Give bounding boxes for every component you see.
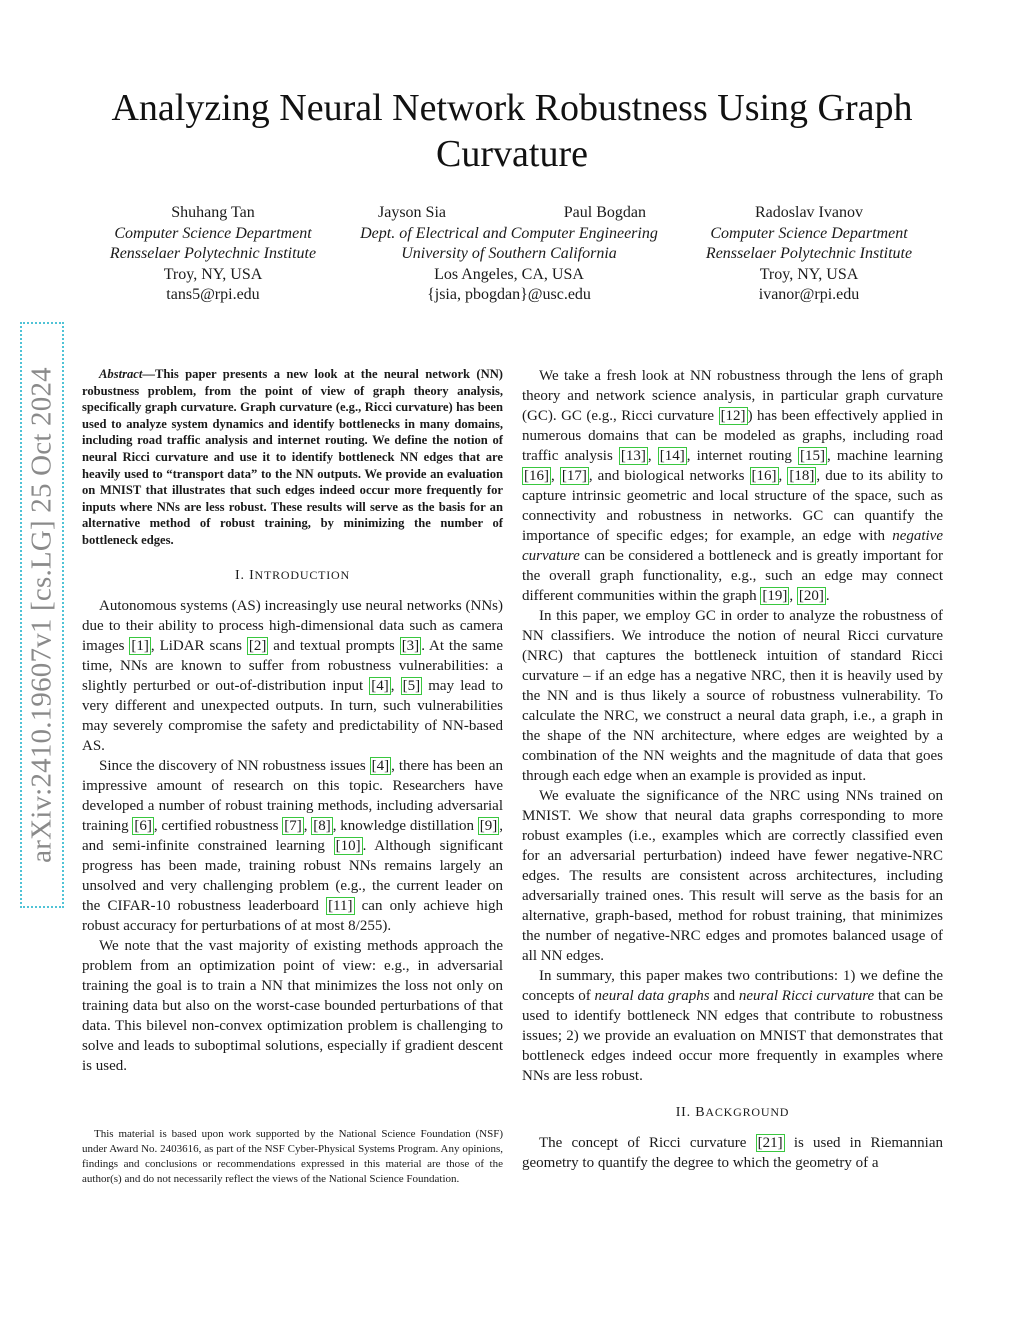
author-name-bogdan: Paul Bogdan (563, 204, 646, 221)
citation-link[interactable]: [3] (401, 637, 420, 654)
citation-link[interactable]: [2] (248, 637, 267, 654)
citation-link[interactable]: [17] (561, 468, 587, 484)
citation-link[interactable]: [12] (720, 408, 746, 424)
citation-link[interactable]: [13] (620, 448, 646, 464)
author-dept: Computer Science Department (114, 224, 312, 242)
intro-paragraph-1: Autonomous systems (AS) increasingly use neural networks (NNs) due to their ability to process high-dimensional data such as camera images [1] , LiDAR scans [2] and textual prompts [3] . At the same time, NNs are known to suffer from robustness vulnerabilities: a slightly perturbed or out-of-distribution input [4] , [5] may lead to very different and unexpected outputs. In turn, such vulnerabilities may severely compromise the safety and predictability of NN-based AS. (82, 597, 503, 754)
author-dept: Dept. of Electrical and Computer Engineering (360, 224, 658, 242)
arxiv-stamp[interactable] (20, 322, 64, 908)
author-email: {jsia, pbogdan}@usc.edu (427, 286, 591, 304)
citation-link[interactable]: [1] (131, 637, 149, 654)
section-heading-introduction: I. INTRODUCTION (235, 567, 350, 583)
author-inst: Rensselaer Polytechnic Institute (109, 245, 317, 263)
author-name: Shuhang Tan (171, 204, 255, 221)
emphasis: negative curvature (522, 528, 943, 564)
intro-paragraph-3: We note that the vast majority of existing methods approach the problem from an optimization point of view: e.g., in adversarial training the goal is to train a NN that minimizes the loss not only on training data but also on the worst-case bounded perturbations of that data. This bilevel non-convex optimization problem is challenging to solve and leads to suboptimal solutions, especially if gradient descent is used. (82, 937, 503, 1074)
author-email: ivanor@rpi.edu (758, 286, 860, 304)
abstract-text: —This paper presents a new look at the neural network (NN) robustness problem, from the point of view of graph theory analysis, specifically graph curvature. Graph curvature (e.g., Ricci curvature) has been used to analyze system dynamics and identify bottlenecks in many domains, including road traffic analysis and internet routing. We define the notion of neural Ricci curvature and use it to identify bottleneck NN edges that are heavily used to “transport data” to the NN outputs. We provide an evaluation on MNIST that illustrates that such edges indeed occur more frequently for inputs where NNs are less robust. These results will serve as the basis for an alternative method of robust training, by minimizing the number of bottleneck edges. (82, 367, 503, 547)
abstract (82, 366, 503, 549)
paper-title: Analyzing Neural Network Robustness Using Graph Curvature (111, 87, 913, 175)
author-name-sia: Jayson Sia (378, 204, 446, 221)
author-dept: Computer Science Department (710, 224, 908, 242)
section-heading-background: II. BACKGROUND (675, 1105, 790, 1120)
author-inst: University of Southern California (401, 245, 617, 263)
citation-link[interactable]: [5] (402, 677, 421, 694)
emphasis: neural Ricci curvature (738, 988, 875, 1004)
author-loc: Troy, NY, USA (759, 265, 859, 283)
author-email: tans5@rpi.edu (166, 286, 260, 304)
author-inst: Rensselaer Polytechnic Institute (705, 245, 913, 263)
author-loc: Los Angeles, CA, USA (434, 265, 584, 283)
author-block-ivanov (690, 203, 928, 306)
intro-paragraph-7: In summary, this paper makes two contributions: 1) we define the concepts of neural data graphs and neural Ricci curvature that can be used to identify bottleneck NN edges that contribute to robustness issues; 2) we provide an evaluation on MNIST that demonstrates that bottleneck edges indeed occur more frequently in examples where NNs are less robust. (522, 968, 943, 1084)
citation-link[interactable]: [16] (524, 468, 549, 484)
citation-link[interactable]: [15] (800, 448, 826, 464)
citation-link[interactable]: [4] (371, 677, 389, 694)
intro-paragraph-5: In this paper, we employ GC in order to analyze the robustness of NN classifiers. We introduce the notion of neural Ricci curvature (NRC) that captures the bottleneck intuition of standard Ricci curvature – if an edge has a negative NRC, then it is heavily used by the NN and is thus likely a source of robustness vulnerability. To calculate the NRC, we construct a neural data graph, i.e., a graph in the shape of the NN architecture, where edges are weighted by a combination of the NN weights and the magnitude of data that goes through each edge when an example is provided as input. (522, 608, 943, 784)
citation-link[interactable]: [8] (313, 817, 331, 834)
citation-link[interactable]: [6] (134, 817, 152, 834)
author-loc: Troy, NY, USA (163, 265, 263, 283)
author-block-tan (98, 203, 328, 306)
citation-link[interactable]: [19] (762, 588, 788, 604)
left-column (82, 366, 503, 1076)
funding-footnote: This material is based upon work supported by the National Science Foundation (NSF) under Award No. 2403616, as part of the NSF Cyber-Physical Systems Program. Any opinions, findings and conclusions or recommendations expressed in this material are those of the author(s) and do not necessarily reflect the views of the National Science Foundation. (82, 1128, 503, 1185)
citation-link[interactable]: [21] (757, 1135, 783, 1151)
citation-link[interactable]: [16] (751, 468, 777, 484)
citation-link[interactable]: [7] (284, 817, 302, 834)
intro-paragraph-4: We take a fresh look at NN robustness through the lens of graph theory and network science analysis, in particular graph curvature (GC). GC (e.g., Ricci curvature [12] ) has been effectively applied in numerous domains that can be modeled as graphs, including road traffic analysis [13] , [14] , internet routing [15] , machine learning [16] , [17] , and biological networks [16] , [18] , due to its ability to capture intrinsic geometric and local structure of the space, such as connectivity and robustness in networks. GC can quantify the importance of specific edges; for example, an edge with negative curvature can be considered a bottleneck and is greatly important for the overall graph functionality, e.g., such an edge may connect different communities within the graph [19] , [20] . (522, 368, 943, 604)
intro-paragraph-2: Since the discovery of NN robustness issues [4] , there has been an impressive amount of research on this topic. Researchers have developed a number of robust training methods, including adversarial training [6] , certified robustness [7] , [8] , knowledge distillation [9] , and semi-infinite constrained learning [10] . Although significant progress has been made, training robust NNs remains largely an unsolved and very challenging problem (e.g., the current leader on the CIFAR-10 robustness leaderboard [11] can only achieve high robust accuracy for perturbations of at most 8/255). (82, 757, 504, 934)
author-name: Radoslav Ivanov (755, 204, 863, 221)
arxiv-stamp-text: arXiv:2410.19607v1 [cs.LG] 25 Oct 2024 (25, 367, 58, 863)
citation-link[interactable]: [18] (789, 468, 815, 484)
citation-link[interactable]: [4] (371, 757, 390, 774)
citation-link[interactable]: [11] (328, 897, 353, 914)
citation-link[interactable]: [14] (659, 448, 685, 464)
background-paragraph-1: The concept of Ricci curvature [21] is used in Riemannian geometry to quantify the degree to which the geometry of a (522, 1135, 943, 1171)
author-block-sia-bogdan (342, 203, 676, 306)
citation-link[interactable]: [20] (798, 588, 824, 604)
author-names (342, 203, 676, 224)
emphasis: neural data graphs (594, 988, 710, 1004)
citation-link[interactable]: [9] (479, 817, 498, 834)
right-column (522, 366, 943, 1173)
abstract-label: Abstract (99, 367, 143, 381)
intro-paragraph-6: We evaluate the significance of the NRC using NNs trained on MNIST. We show that neural data graphs corresponding to more robust examples (i.e., examples which are correctly classified even for an adversarial perturbation) indeed have fewer negative-NRC edges. The results are consistent across architectures, including adversarially trained ones. This result will serve as the basis for an alternative, graph-based, method for robust training, that minimizes the number of negative-NRC edges and promotes balanced usage of all NN edges. (522, 788, 943, 964)
citation-link[interactable]: [10] (335, 837, 361, 854)
